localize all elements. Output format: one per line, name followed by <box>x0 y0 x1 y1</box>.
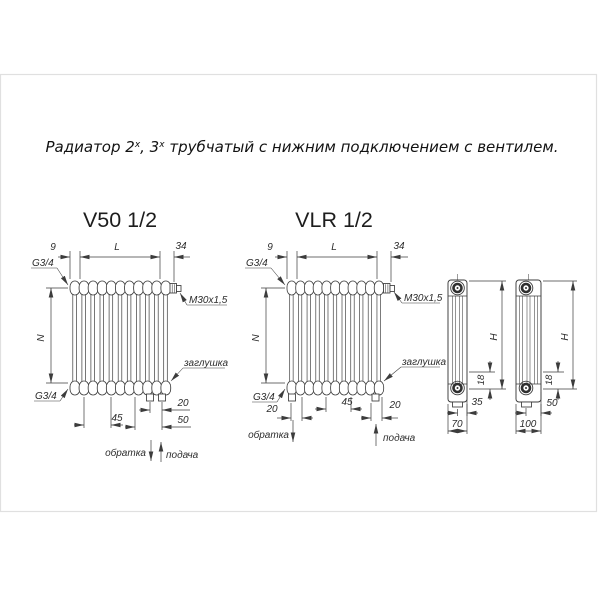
side-view-3col <box>515 274 577 434</box>
vlr-thread-top-label <box>245 258 285 285</box>
side2-dim-H: H <box>489 333 500 341</box>
vlr-dim-9: 9 <box>267 242 273 253</box>
v50-heading: V50 1/2 <box>82 208 158 232</box>
v50-height-dimension <box>36 288 68 383</box>
v50-supply-label: подача <box>166 450 199 461</box>
side2-top-connection <box>451 281 465 295</box>
vlr-valve-icon <box>384 284 395 294</box>
vlr-plug-label: заглушка <box>402 357 447 368</box>
side2-dim-70: 70 <box>451 419 463 430</box>
vlr-thread-top: G3/4 <box>246 258 268 269</box>
side2-bottom-connection <box>451 381 465 395</box>
v50-top-dimensions <box>50 241 190 282</box>
v50-valve-icon <box>170 284 181 294</box>
side2-foot <box>453 402 463 407</box>
v50-dim-20: 20 <box>177 398 189 409</box>
v50-dim-9: 9 <box>50 242 56 253</box>
v50-plug-callout <box>171 358 228 381</box>
vlr-heading: VLR 1/2 <box>295 208 373 232</box>
vlr-valve-thread: M30x1,5 <box>404 293 443 304</box>
vlr-dim-L: L <box>331 242 337 253</box>
vlr-dim-45: 45 <box>341 397 353 408</box>
side2-dim-18: 18 <box>476 374 487 386</box>
vlr-thread-bottom-label <box>252 389 285 403</box>
v50-dim-L: L <box>114 242 120 253</box>
v50-dim-34: 34 <box>175 241 187 252</box>
side3-dim-H: H <box>560 333 571 341</box>
v50-bottom-dimensions <box>74 397 191 430</box>
v50-dim-45: 45 <box>111 413 123 424</box>
v50-plug-label: заглушка <box>184 358 229 369</box>
vlr-diagram <box>245 208 446 446</box>
vlr-height-dimension <box>251 288 285 383</box>
vlr-dim-20-right: 20 <box>389 400 401 411</box>
vlr-return-label: обратка <box>248 430 289 441</box>
vlr-bottom-dimensions <box>265 397 401 421</box>
vlr-dim-20-left: 20 <box>266 404 278 415</box>
vlr-plug-callout <box>384 357 446 381</box>
vlr-thread-bottom: G3/4 <box>253 392 275 403</box>
side3-dim-18: 18 <box>544 374 555 386</box>
v50-return-stub <box>147 394 154 401</box>
vlr-flow-labels <box>248 420 416 446</box>
v50-thread-top-label <box>31 258 68 285</box>
v50-dim-50: 50 <box>177 415 189 426</box>
v50-diagram <box>31 208 228 462</box>
v50-radiator-body <box>70 281 181 401</box>
vlr-dim-N: N <box>251 334 262 342</box>
vlr-radiator-body <box>287 281 395 401</box>
vlr-top-dimensions <box>267 241 408 282</box>
v50-return-label: обратка <box>105 448 146 459</box>
v50-dim-N: N <box>36 334 47 342</box>
v50-thread-bottom: G3/4 <box>35 391 57 402</box>
v50-flow-labels <box>105 440 199 462</box>
vlr-valve-thread-label <box>394 292 443 304</box>
side3-dim-50: 50 <box>546 398 558 409</box>
side3-top-connection <box>519 281 533 295</box>
v50-supply-stub <box>159 394 166 401</box>
v50-valve-thread: M30x1,5 <box>189 295 228 306</box>
vlr-supply-label: подача <box>383 433 416 444</box>
side2-dim-35: 35 <box>471 397 483 408</box>
v50-thread-bottom-label <box>34 389 68 402</box>
side3-dim-100: 100 <box>519 419 537 430</box>
vlr-dim-34: 34 <box>393 241 405 252</box>
side-view-2col <box>447 274 506 434</box>
page-title: Радиатор $2^х$, $3^х$ трубчатый с нижним подключением с вентилем. <box>45 138 559 156</box>
v50-thread-top: G3/4 <box>32 258 54 269</box>
side3-foot <box>522 402 532 407</box>
vlr-supply-stub <box>372 394 379 401</box>
vlr-return-stub <box>289 394 296 401</box>
side3-bottom-connection <box>519 381 533 395</box>
v50-valve-thread-label <box>180 293 228 306</box>
